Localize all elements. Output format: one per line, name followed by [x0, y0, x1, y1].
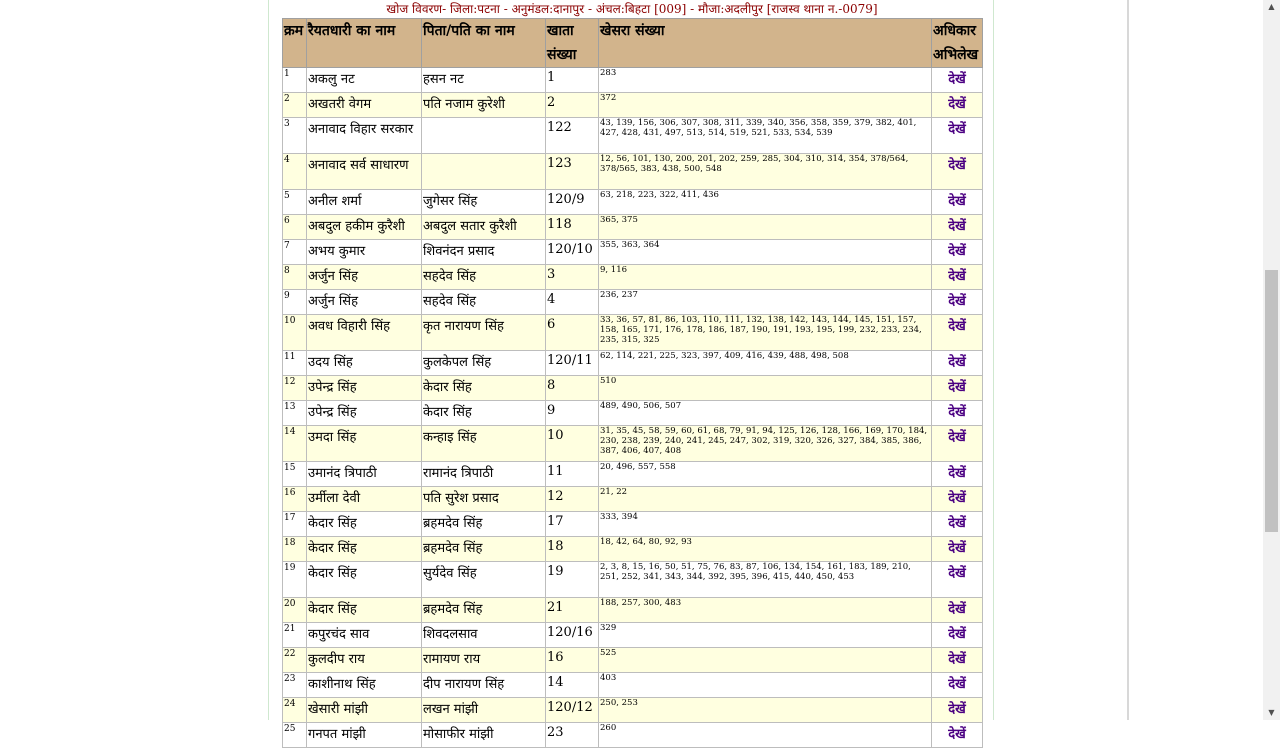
row-khata-number: 9: [546, 401, 599, 426]
row-khesra-numbers: 63, 218, 223, 322, 411, 436: [599, 190, 932, 215]
row-khata-number: 3: [546, 265, 599, 290]
table-row: [283, 351, 983, 376]
table-row: [283, 462, 983, 487]
table-row: [283, 376, 983, 401]
table-row: [283, 240, 983, 265]
row-serial: 20: [283, 598, 307, 623]
row-view-cell: [932, 698, 983, 723]
row-raiyat-name: अबदुल हकीम कुरैशी: [307, 215, 422, 240]
row-serial: 2: [283, 93, 307, 118]
row-view-cell: [932, 351, 983, 376]
row-raiyat-name: काशीनाथ सिंह: [307, 673, 422, 698]
row-raiyat-name: अखतरी वेगम: [307, 93, 422, 118]
row-khata-number: 14: [546, 673, 599, 698]
row-raiyat-name: केदार सिंह: [307, 598, 422, 623]
row-view-cell: [932, 68, 983, 93]
table-row: [283, 562, 983, 598]
view-record-link[interactable]: देखें: [948, 516, 966, 531]
row-father-name: पति नजाम कुरेशी: [422, 93, 546, 118]
table-row: [283, 190, 983, 215]
view-record-link[interactable]: देखें: [948, 158, 966, 173]
row-raiyat-name: केदार सिंह: [307, 537, 422, 562]
row-father-name: कुलकेपल सिंह: [422, 351, 546, 376]
row-raiyat-name: उपेन्द्र सिंह: [307, 376, 422, 401]
view-record-link[interactable]: देखें: [948, 566, 966, 581]
row-serial: 17: [283, 512, 307, 537]
right-gutter-line: [1127, 0, 1129, 720]
row-raiyat-name: अकलु नट: [307, 68, 422, 93]
row-raiyat-name: केदार सिंह: [307, 562, 422, 598]
scrollbar-thumb[interactable]: [1265, 270, 1278, 532]
row-khesra-numbers: 33, 36, 57, 81, 86, 103, 110, 111, 132, 138, 142, 143, 144, 145, 151, 157, 158, 165, 171, 176, 178, 186, 187, 190, 191, 193, 195, 199, 232, 233, 234, 235, 315, 325: [599, 315, 932, 351]
table-row: [283, 512, 983, 537]
row-raiyat-name: उर्मीला देवी: [307, 487, 422, 512]
row-khesra-numbers: 329: [599, 623, 932, 648]
row-view-cell: [932, 215, 983, 240]
row-father-name: केदार सिंह: [422, 376, 546, 401]
row-khesra-numbers: 510: [599, 376, 932, 401]
view-record-link[interactable]: देखें: [948, 219, 966, 234]
row-father-name: सुर्यदेव सिंह: [422, 562, 546, 598]
table-row: [283, 315, 983, 351]
row-raiyat-name: गनपत मांझी: [307, 723, 422, 748]
row-view-cell: [932, 93, 983, 118]
row-father-name: शिवदलसाव: [422, 623, 546, 648]
row-father-name: ब्रहमदेव सिंह: [422, 598, 546, 623]
view-record-link[interactable]: देखें: [948, 380, 966, 395]
row-view-cell: [932, 190, 983, 215]
row-khesra-numbers: 283: [599, 68, 932, 93]
view-record-link[interactable]: देखें: [948, 652, 966, 667]
table-row: [283, 537, 983, 562]
row-view-cell: [932, 401, 983, 426]
row-khata-number: 23: [546, 723, 599, 748]
row-khesra-numbers: 355, 363, 364: [599, 240, 932, 265]
row-serial: 22: [283, 648, 307, 673]
table-row: [283, 93, 983, 118]
col-header-serial: क्रम: [283, 19, 307, 68]
table-row: [283, 401, 983, 426]
view-record-link[interactable]: देखें: [948, 355, 966, 370]
row-khata-number: 19: [546, 562, 599, 598]
col-header-raiyat-name: रैयतधारी का नाम: [307, 19, 422, 68]
table-row: [283, 215, 983, 240]
row-father-name: कन्हाइ सिंह: [422, 426, 546, 462]
row-view-cell: [932, 512, 983, 537]
row-view-cell: [932, 598, 983, 623]
row-khesra-numbers: 12, 56, 101, 130, 200, 201, 202, 259, 285, 304, 310, 314, 354, 378/564, 378/565, 383, 438, 500, 548: [599, 154, 932, 190]
row-serial: 9: [283, 290, 307, 315]
table-row: [283, 487, 983, 512]
row-khata-number: 12: [546, 487, 599, 512]
row-raiyat-name: उमदा सिंह: [307, 426, 422, 462]
row-serial: 11: [283, 351, 307, 376]
row-serial: 12: [283, 376, 307, 401]
land-records-table: [282, 18, 983, 748]
col-header-khesra-number: खेसरा संख्या: [599, 19, 932, 68]
row-father-name: दीप नारायण सिंह: [422, 673, 546, 698]
table-row: [283, 723, 983, 748]
row-father-name: सहदेव सिंह: [422, 290, 546, 315]
row-view-cell: [932, 673, 983, 698]
table-body: [283, 68, 983, 748]
row-serial: 3: [283, 118, 307, 154]
row-view-cell: [932, 290, 983, 315]
row-view-cell: [932, 648, 983, 673]
row-father-name: रामानंद त्रिपाठी: [422, 462, 546, 487]
row-serial: 4: [283, 154, 307, 190]
row-father-name: पति सुरेश प्रसाद: [422, 487, 546, 512]
row-khesra-numbers: 250, 253: [599, 698, 932, 723]
row-khata-number: 120/11: [546, 351, 599, 376]
row-father-name: मोसाफीर मांझी: [422, 723, 546, 748]
row-serial: 25: [283, 723, 307, 748]
row-khesra-numbers: 31, 35, 45, 58, 59, 60, 61, 68, 79, 91, 94, 125, 126, 128, 166, 169, 170, 184, 230, 238, 239, 240, 241, 245, 247, 302, 319, 320, 326, 327, 384, 385, 386, 387, 406, 407, 408: [599, 426, 932, 462]
row-khesra-numbers: 365, 375: [599, 215, 932, 240]
table-row: [283, 598, 983, 623]
view-record-link[interactable]: देखें: [948, 491, 966, 506]
row-khata-number: 120/12: [546, 698, 599, 723]
scroll-up-arrow-icon[interactable]: ▲: [1268, 2, 1275, 11]
row-view-cell: [932, 623, 983, 648]
view-record-link[interactable]: देखें: [948, 602, 966, 617]
row-view-cell: [932, 562, 983, 598]
row-khesra-numbers: 18, 42, 64, 80, 92, 93: [599, 537, 932, 562]
table-row: [283, 154, 983, 190]
row-raiyat-name: अनावाद सर्व साधारण: [307, 154, 422, 190]
row-raiyat-name: कपुरचंद साव: [307, 623, 422, 648]
row-khesra-numbers: 9, 116: [599, 265, 932, 290]
row-serial: 10: [283, 315, 307, 351]
row-father-name: [422, 118, 546, 154]
col-header-record: अधिकार अभिलेख: [932, 19, 983, 68]
row-father-name: लखन मांझी: [422, 698, 546, 723]
table-header-row: [283, 19, 983, 68]
table-row: [283, 698, 983, 723]
table-row: [283, 648, 983, 673]
row-khata-number: 8: [546, 376, 599, 401]
row-raiyat-name: अर्जुन सिंह: [307, 290, 422, 315]
row-khata-number: 122: [546, 118, 599, 154]
row-khesra-numbers: 403: [599, 673, 932, 698]
row-serial: 14: [283, 426, 307, 462]
row-khata-number: 17: [546, 512, 599, 537]
row-khata-number: 21: [546, 598, 599, 623]
view-record-link[interactable]: देखें: [948, 430, 966, 445]
table-row: [283, 673, 983, 698]
view-record-link[interactable]: देखें: [948, 541, 966, 556]
view-record-link[interactable]: देखें: [948, 702, 966, 717]
row-raiyat-name: अनील शर्मा: [307, 190, 422, 215]
table-row: [283, 426, 983, 462]
row-khesra-numbers: 333, 394: [599, 512, 932, 537]
row-khata-number: 10: [546, 426, 599, 462]
table-row: [283, 265, 983, 290]
view-record-link[interactable]: देखें: [948, 405, 966, 420]
row-khata-number: 16: [546, 648, 599, 673]
view-record-link[interactable]: देखें: [948, 97, 966, 112]
row-khata-number: 6: [546, 315, 599, 351]
row-serial: 23: [283, 673, 307, 698]
row-khesra-numbers: 188, 257, 300, 483: [599, 598, 932, 623]
row-serial: 6: [283, 215, 307, 240]
row-serial: 19: [283, 562, 307, 598]
table-row: [283, 68, 983, 93]
view-record-link[interactable]: देखें: [948, 466, 966, 481]
row-raiyat-name: अनावाद विहार सरकार: [307, 118, 422, 154]
row-raiyat-name: अवध विहारी सिंह: [307, 315, 422, 351]
col-header-khata-number: खाता संख्या: [546, 19, 599, 68]
row-khesra-numbers: 62, 114, 221, 225, 323, 397, 409, 416, 439, 488, 498, 508: [599, 351, 932, 376]
row-view-cell: [932, 154, 983, 190]
view-record-link[interactable]: देखें: [948, 122, 966, 137]
table-row: [283, 290, 983, 315]
row-view-cell: [932, 426, 983, 462]
row-khesra-numbers: 20, 496, 557, 558: [599, 462, 932, 487]
row-serial: 8: [283, 265, 307, 290]
row-khata-number: 120/16: [546, 623, 599, 648]
row-khesra-numbers: 525: [599, 648, 932, 673]
view-record-link[interactable]: देखें: [948, 269, 966, 284]
row-khesra-numbers: 489, 490, 506, 507: [599, 401, 932, 426]
row-father-name: हसन नट: [422, 68, 546, 93]
col-header-father-name: पिता/पति का नाम: [422, 19, 546, 68]
row-serial: 7: [283, 240, 307, 265]
view-record-link[interactable]: देखें: [948, 627, 966, 642]
row-father-name: शिवनंदन प्रसाद: [422, 240, 546, 265]
row-father-name: सहदेव सिंह: [422, 265, 546, 290]
row-view-cell: [932, 723, 983, 748]
row-khesra-numbers: 260: [599, 723, 932, 748]
row-khata-number: 2: [546, 93, 599, 118]
scroll-down-arrow-icon[interactable]: ▼: [1268, 708, 1275, 717]
view-record-link[interactable]: देखें: [948, 319, 966, 334]
row-serial: 16: [283, 487, 307, 512]
row-khata-number: 18: [546, 537, 599, 562]
row-serial: 15: [283, 462, 307, 487]
row-raiyat-name: उमानंद त्रिपाठी: [307, 462, 422, 487]
row-serial: 13: [283, 401, 307, 426]
row-father-name: केदार सिंह: [422, 401, 546, 426]
table-row: [283, 623, 983, 648]
row-view-cell: [932, 315, 983, 351]
row-raiyat-name: अर्जुन सिंह: [307, 265, 422, 290]
row-raiyat-name: खेसारी मांझी: [307, 698, 422, 723]
row-view-cell: [932, 376, 983, 401]
row-view-cell: [932, 265, 983, 290]
row-khesra-numbers: 21, 22: [599, 487, 932, 512]
row-father-name: अबदुल सतार कुरैशी: [422, 215, 546, 240]
row-khesra-numbers: 236, 237: [599, 290, 932, 315]
row-view-cell: [932, 462, 983, 487]
row-view-cell: [932, 118, 983, 154]
row-khesra-numbers: 43, 139, 156, 306, 307, 308, 311, 339, 340, 356, 358, 359, 379, 382, 401, 427, 428, 431, 497, 513, 514, 519, 521, 533, 534, 539: [599, 118, 932, 154]
view-record-link[interactable]: देखें: [948, 677, 966, 692]
row-view-cell: [932, 487, 983, 512]
search-details-caption: खोज विवरण- जिला:पटना - अनुमंडल:दानापुर - अंचल:बिहटा [009] - मौजा:अदलीपुर [राजस्व थाना न.-0079]: [386, 2, 878, 16]
row-khesra-numbers: 372: [599, 93, 932, 118]
row-khata-number: 4: [546, 290, 599, 315]
row-father-name: [422, 154, 546, 190]
row-khata-number: 120/10: [546, 240, 599, 265]
table-row: [283, 118, 983, 154]
row-father-name: ब्रहमदेव सिंह: [422, 537, 546, 562]
view-record-link[interactable]: देखें: [948, 727, 966, 742]
view-record-link[interactable]: देखें: [948, 72, 966, 87]
view-record-link[interactable]: देखें: [948, 294, 966, 309]
row-view-cell: [932, 240, 983, 265]
row-khata-number: 123: [546, 154, 599, 190]
row-raiyat-name: उदय सिंह: [307, 351, 422, 376]
row-khesra-numbers: 2, 3, 8, 15, 16, 50, 51, 75, 76, 83, 87, 106, 134, 154, 161, 183, 189, 210, 251, 252, 341, 343, 344, 392, 395, 396, 415, 440, 450, 453: [599, 562, 932, 598]
row-serial: 24: [283, 698, 307, 723]
row-khata-number: 11: [546, 462, 599, 487]
row-khata-number: 1: [546, 68, 599, 93]
row-raiyat-name: अभय कुमार: [307, 240, 422, 265]
row-raiyat-name: केदार सिंह: [307, 512, 422, 537]
row-khata-number: 120/9: [546, 190, 599, 215]
row-father-name: जुगेसर सिंह: [422, 190, 546, 215]
row-father-name: ब्रहमदेव सिंह: [422, 512, 546, 537]
row-view-cell: [932, 537, 983, 562]
view-record-link[interactable]: देखें: [948, 244, 966, 259]
row-khata-number: 118: [546, 215, 599, 240]
view-record-link[interactable]: देखें: [948, 194, 966, 209]
row-serial: 5: [283, 190, 307, 215]
row-serial: 1: [283, 68, 307, 93]
row-father-name: रामायण राय: [422, 648, 546, 673]
vertical-scrollbar[interactable]: [1263, 0, 1280, 720]
row-serial: 21: [283, 623, 307, 648]
row-raiyat-name: उपेन्द्र सिंह: [307, 401, 422, 426]
row-serial: 18: [283, 537, 307, 562]
row-raiyat-name: कुलदीप राय: [307, 648, 422, 673]
row-father-name: कृत नारायण सिंह: [422, 315, 546, 351]
